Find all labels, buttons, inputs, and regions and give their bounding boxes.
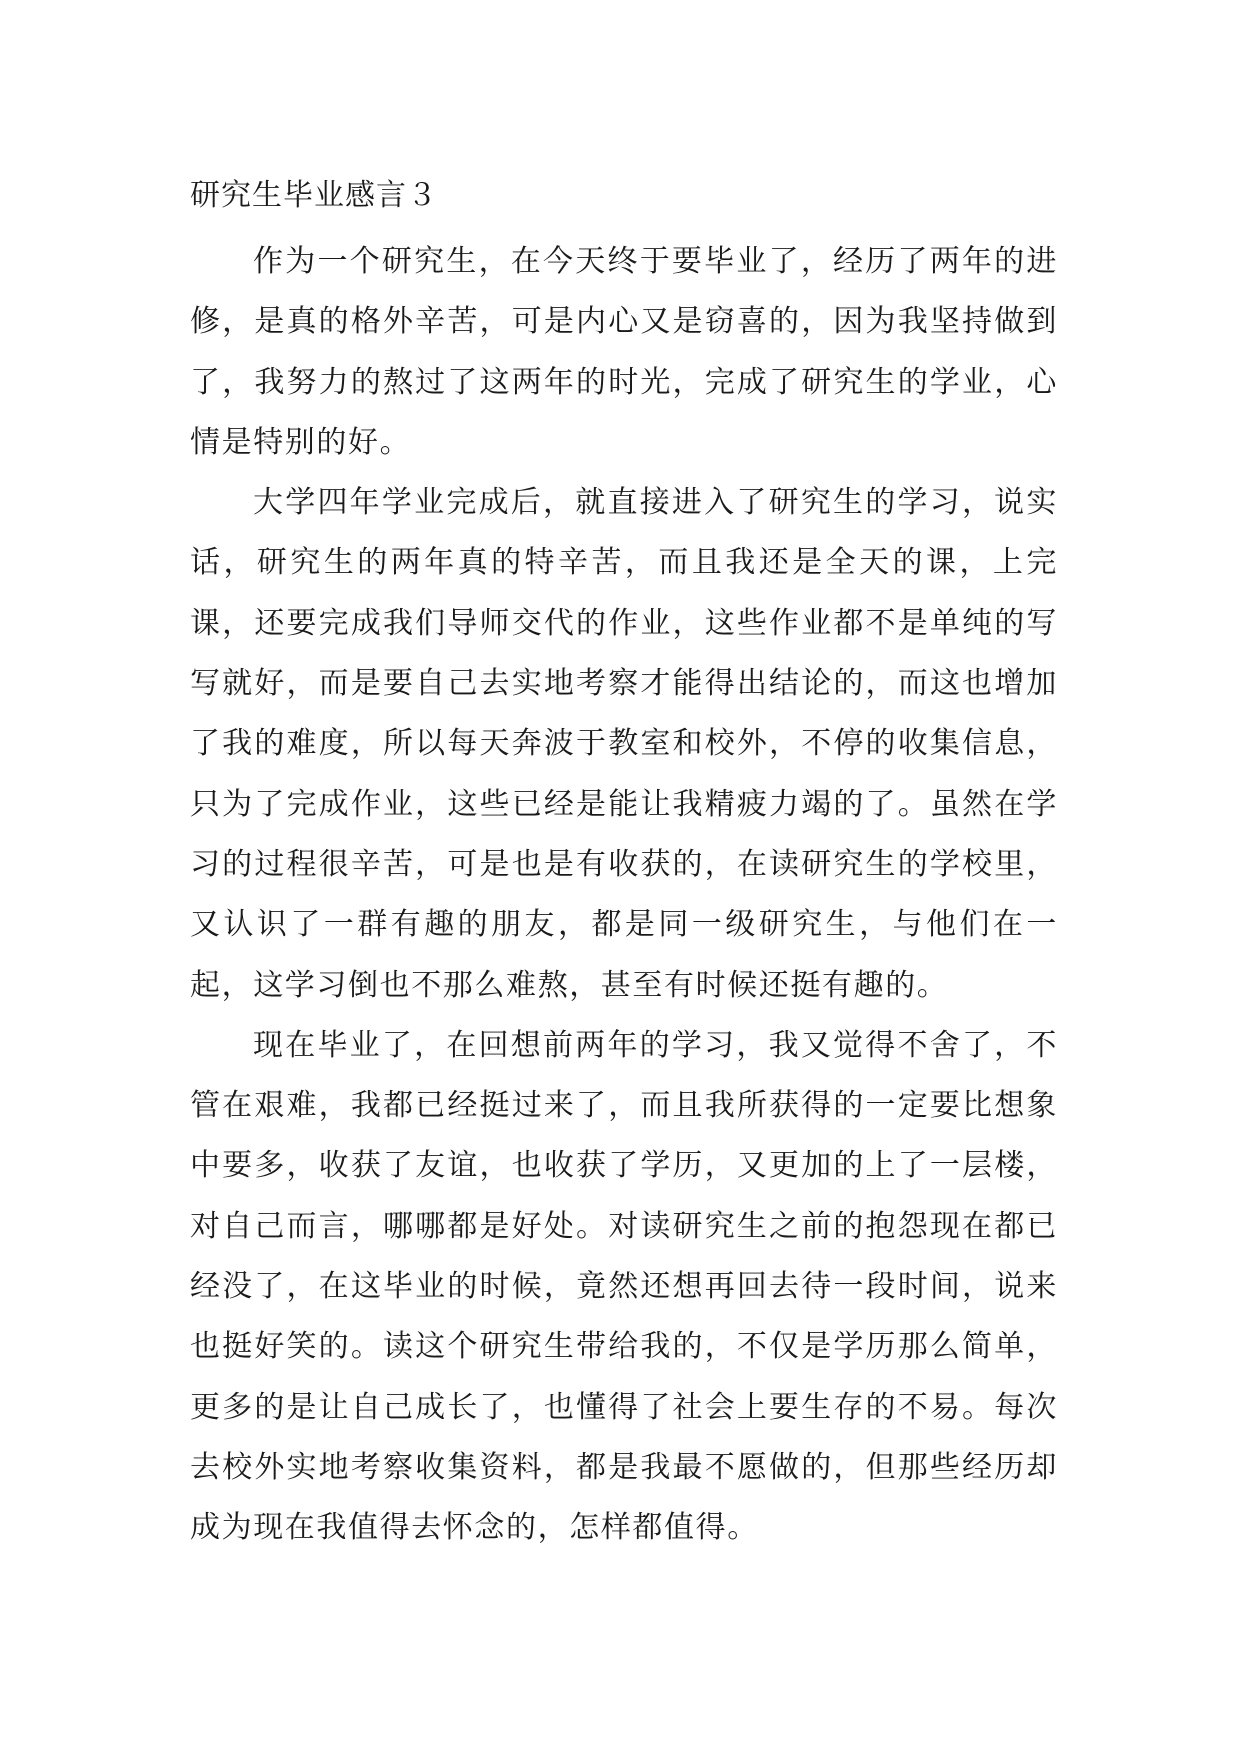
paragraph-2: 大学四年学业完成后，就直接进入了研究生的学习，说实话，研究生的两年真的特辛苦，而且我还是全天的课，上完课，还要完成我们导师交代的作业，这些作业都不是单纯的写写就好，而是要自己去实地考察才能得出结论的，而这也增加了我的难度，所以每天奔波于教室和校外，不停的收集信息，只为了完成作业，这些已经是能让我精疲力竭的了。虽然在学习的过程很辛苦，可是也是有收获的，在读研究生的学校里，又认识了一群有趣的朋友，都是同一级研究生，与他们在一起，这学习倒也不那么难熬，甚至有时候还挺有趣的。	[190, 485, 1058, 1003]
document-page	[190, 172, 1058, 1559]
document-title: 研究生毕业感言３	[190, 178, 438, 213]
paragraph-1: 作为一个研究生，在今天终于要毕业了，经历了两年的进修，是真的格外辛苦，可是内心又是窃喜的，因为我坚持做到了，我努力的熬过了这两年的时光，完成了研究生的学业，心情是特别的好。	[190, 244, 1058, 460]
paragraph-3: 现在毕业了，在回想前两年的学习，我又觉得不舍了，不管在艰难，我都已经挺过来了，而且我所获得的一定要比想象中要多，收获了友谊，也收获了学历，又更加的上了一层楼，对自己而言，哪哪都是好处。对读研究生之前的抱怨现在都已经没了，在这毕业的时候，竟然还想再回去待一段时间，说来也挺好笑的。读这个研究生带给我的，不仅是学历那么简单，更多的是让自己成长了，也懂得了社会上要生存的不易。每次去校外实地考察收集资料，都是我最不愿做的，但那些经历却成为现在我值得去怀念的，怎样都值得。	[190, 1027, 1058, 1546]
